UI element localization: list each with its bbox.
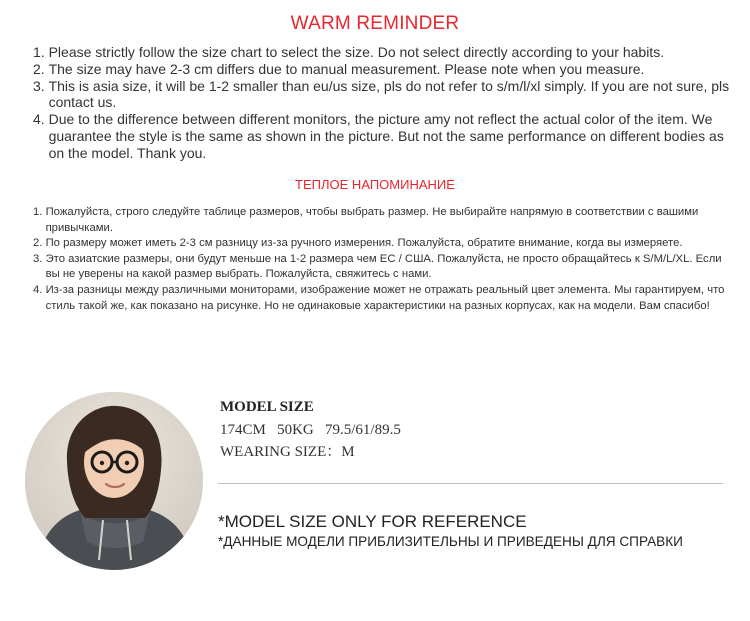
item-text: Пожалуйста, строго следуйте таблице размеров, чтобы выбрать размер. Не выбирайте напрямую в соответствии с вашими привычками. [45,206,699,234]
item-text: Это азиатские размеры, они будут меньше на 1-2 размера чем ЕС / США. Пожалуйста, не просто обращайтесь к S/M/L/XL. Если вы не уверены на какой размер выбрать. Пожалуйста, свяжитесь с нами. [45,252,722,281]
item-text: По размеру может иметь 2-3 см разницу из-за ручного измерения. Пожалуйста, обратите внимание, когда вы измеряете. [45,237,683,250]
list-item [33,44,733,61]
model-photo-icon [25,392,203,570]
item-number: 3. [33,252,46,265]
item-number: 2. [33,60,49,77]
item-number: 2. [33,237,46,250]
item-number: 4. [33,111,49,128]
reminder-title-ru: ТЕПЛОЕ НАПОМИНАНИЕ [295,177,455,192]
item-number: 3. [33,77,49,94]
list-item [33,61,733,78]
list-item [33,236,733,252]
list-item [33,283,733,314]
list-item [33,252,733,283]
model-size-title: MODEL SIZE [220,399,314,415]
reminder-list-en [33,44,733,162]
item-text: Due to the difference between different monitors, the picture amy not reflect the actual color of the item. We guarantee the style is the same as shown in the picture. But not the same performance on different bodies as on the model. Thank you. [48,111,724,161]
item-text: This is asia size, it will be 1-2 smaller than eu/us size, pls do not refer to s/m/l/xl simply. If you are not sure, pls contact us. [48,77,730,111]
reminder-title-en: WARM REMINDER [290,13,460,34]
item-number: 1. [33,44,49,60]
model-avatar [25,392,203,570]
item-text: Из-за разницы между различными мониторами, изображение может не отражать реальный цвет элемента. Мы гарантируем, что стиль такой же, как показано на рисунке. Но не одинаковые характеристики на разных корпусах, как на модели. Вам спасибо! [45,283,725,312]
reference-note-en: *MODEL SIZE ONLY FOR REFERENCE [218,512,527,531]
reminder-list-ru [33,205,733,314]
model-weight: 50KG [277,422,314,438]
list-item [33,78,733,112]
model-height: 174CM [220,422,266,438]
wearing-size [220,440,355,461]
item-text: The size may have 2-3 cm differs due to manual measurement. Please note when you measure. [48,60,645,77]
model-measurements: 79.5/61/89.5 [325,422,401,438]
item-text: Please strictly follow the size chart to select the size. Do not select directly according to your habits. [48,44,665,60]
reference-note-ru: *ДАННЫЕ МОДЕЛИ ПРИБЛИЗИТЕЛЬНЫ И ПРИВЕДЕНЫ ДЛЯ СПРАВКИ [218,534,683,549]
item-number: 1. [33,206,46,218]
divider [218,483,723,484]
list-item [33,111,733,161]
item-number: 4. [33,283,46,296]
list-item [33,205,733,236]
wearing-size-label: WEARING SIZE： [220,444,342,460]
wearing-size-value: M [341,444,355,460]
model-stats [220,422,401,439]
